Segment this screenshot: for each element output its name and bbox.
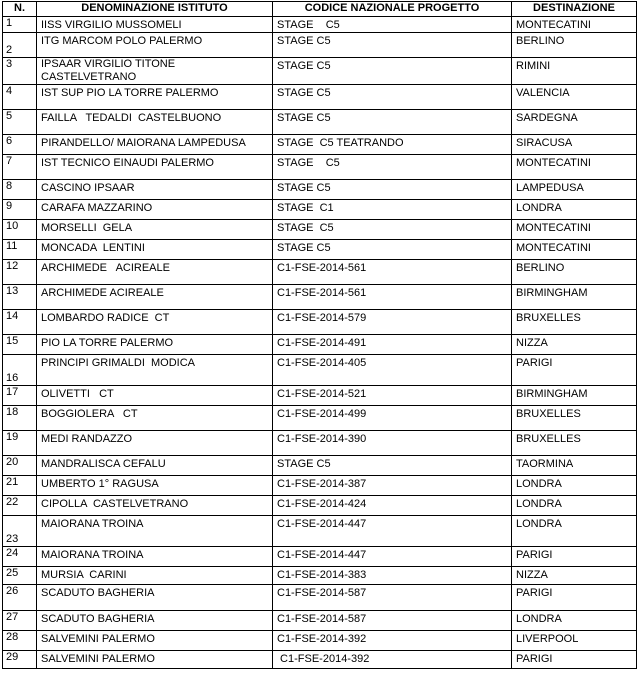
codice-cell: C1-FSE-2014-521 <box>273 386 512 406</box>
codice-cell: C1-FSE-2014-499 <box>273 406 512 431</box>
row-number: 26 <box>3 585 37 611</box>
table-row <box>3 310 637 335</box>
codice-cell: STAGE C5 <box>273 33 512 58</box>
table-row <box>3 456 637 476</box>
istituto-cell: MURSIA CARINI <box>37 567 273 585</box>
destinazione-cell: BERLINO <box>512 33 637 58</box>
istituto-cell: LOMBARDO RADICE CT <box>37 310 273 335</box>
row-number: 29 <box>3 651 37 669</box>
destinazione-cell: MONTECATINI <box>512 240 637 260</box>
codice-cell: C1-FSE-2014-387 <box>273 476 512 496</box>
codice-cell: STAGE C1 <box>273 200 512 220</box>
istituto-cell: OLIVETTI CT <box>37 386 273 406</box>
row-number: 20 <box>3 456 37 476</box>
istituto-cell: ARCHIMEDE ACIREALE <box>37 260 273 285</box>
row-number: 10 <box>3 220 37 240</box>
table-row <box>3 180 637 200</box>
header-destinazione: DESTINAZIONE <box>512 2 637 17</box>
istituto-cell: BOGGIOLERA CT <box>37 406 273 431</box>
table-row <box>3 496 637 516</box>
row-number: 5 <box>3 110 37 135</box>
row-number: 28 <box>3 631 37 651</box>
istituto-cell: SCADUTO BAGHERIA <box>37 611 273 631</box>
row-number: 8 <box>3 180 37 200</box>
destinazione-cell: MONTECATINI <box>512 155 637 180</box>
row-number: 27 <box>3 611 37 631</box>
destinazione-cell: LONDRA <box>512 496 637 516</box>
row-number: 2 <box>3 33 37 58</box>
destinazione-cell: MONTECATINI <box>512 220 637 240</box>
istituto-cell: PIRANDELLO/ MAIORANA LAMPEDUSA <box>37 135 273 155</box>
table-row <box>3 285 637 310</box>
codice-cell: C1-FSE-2014-405 <box>273 355 512 386</box>
codice-cell: C1-FSE-2014-491 <box>273 335 512 355</box>
row-number: 22 <box>3 496 37 516</box>
istituto-cell: SALVEMINI PALERMO <box>37 631 273 651</box>
istituto-cell: SALVEMINI PALERMO <box>37 651 273 669</box>
table-row <box>3 585 637 611</box>
row-number: 9 <box>3 200 37 220</box>
istituto-cell: CARAFA MAZZARINO <box>37 200 273 220</box>
header-n: N. <box>3 2 37 17</box>
istituto-cell: UMBERTO 1° RAGUSA <box>37 476 273 496</box>
destinazione-cell: LIVERPOOL <box>512 631 637 651</box>
row-number: 19 <box>3 431 37 456</box>
codice-cell: C1-FSE-2014-390 <box>273 431 512 456</box>
codice-cell: C1-FSE-2014-447 <box>273 516 512 547</box>
table-row <box>3 547 637 567</box>
destinazione-cell: PARIGI <box>512 585 637 611</box>
codice-cell: STAGE C5 <box>273 58 512 85</box>
table-row <box>3 355 637 386</box>
istituto-cell: MAIORANA TROINA <box>37 516 273 547</box>
destinazione-cell: PARIGI <box>512 547 637 567</box>
table-row <box>3 476 637 496</box>
istituto-cell: MONCADA LENTINI <box>37 240 273 260</box>
codice-cell: STAGE C5 <box>273 180 512 200</box>
istituto-cell: PIO LA TORRE PALERMO <box>37 335 273 355</box>
codice-cell: C1-FSE-2014-561 <box>273 285 512 310</box>
table-row <box>3 58 637 85</box>
table-row <box>3 33 637 58</box>
codice-cell: C1-FSE-2014-447 <box>273 547 512 567</box>
istituto-cell: IST SUP PIO LA TORRE PALERMO <box>37 85 273 110</box>
destinazione-cell: NIZZA <box>512 335 637 355</box>
header-istituto: DENOMINAZIONE ISTITUTO <box>37 2 273 17</box>
codice-cell: STAGE C5 <box>273 240 512 260</box>
destinazione-cell: SIRACUSA <box>512 135 637 155</box>
row-number: 6 <box>3 135 37 155</box>
codice-cell: STAGE C5 <box>273 155 512 180</box>
row-number: 17 <box>3 386 37 406</box>
row-number: 15 <box>3 335 37 355</box>
codice-cell: C1-FSE-2014-561 <box>273 260 512 285</box>
table-row <box>3 631 637 651</box>
codice-cell: STAGE C5 <box>273 17 512 33</box>
destinazione-cell: LONDRA <box>512 611 637 631</box>
destinazione-cell: PARIGI <box>512 355 637 386</box>
codice-cell: STAGE C5 <box>273 110 512 135</box>
table-row <box>3 17 637 33</box>
destinazione-cell: BIRMINGHAM <box>512 285 637 310</box>
istituto-cell: SCADUTO BAGHERIA <box>37 585 273 611</box>
row-number: 16 <box>3 355 37 386</box>
header-codice: CODICE NAZIONALE PROGETTO <box>273 2 512 17</box>
istituto-cell: MEDI RANDAZZO <box>37 431 273 456</box>
codice-cell: STAGE C5 <box>273 220 512 240</box>
table-row <box>3 85 637 110</box>
istituto-cell: ITG MARCOM POLO PALERMO <box>37 33 273 58</box>
row-number: 23 <box>3 516 37 547</box>
row-number: 1 <box>3 17 37 33</box>
destinazione-cell: VALENCIA <box>512 85 637 110</box>
destinazione-cell: TAORMINA <box>512 456 637 476</box>
table-row <box>3 135 637 155</box>
table-row <box>3 611 637 631</box>
istituto-cell: IPSAAR VIRGILIO TITONE CASTELVETRANO <box>37 58 273 85</box>
table-row <box>3 516 637 547</box>
destinazione-cell: BRUXELLES <box>512 406 637 431</box>
row-number: 14 <box>3 310 37 335</box>
codice-cell: STAGE C5 <box>273 85 512 110</box>
table-row <box>3 335 637 355</box>
row-number: 24 <box>3 547 37 567</box>
istituto-cell: ARCHIMEDE ACIREALE <box>37 285 273 310</box>
istituto-cell: IST TECNICO EINAUDI PALERMO <box>37 155 273 180</box>
destinazione-cell: BIRMINGHAM <box>512 386 637 406</box>
row-number: 25 <box>3 567 37 585</box>
istituto-cell: CIPOLLA CASTELVETRANO <box>37 496 273 516</box>
table-row <box>3 567 637 585</box>
row-number: 13 <box>3 285 37 310</box>
table-row <box>3 431 637 456</box>
istituto-cell: CASCINO IPSAAR <box>37 180 273 200</box>
table-row <box>3 155 637 180</box>
codice-cell: C1-FSE-2014-392 <box>273 651 512 669</box>
table-row <box>3 200 637 220</box>
istituto-cell: MANDRALISCA CEFALU <box>37 456 273 476</box>
table-row <box>3 651 637 669</box>
row-number: 21 <box>3 476 37 496</box>
header-row <box>3 2 637 17</box>
table-row <box>3 260 637 285</box>
istituto-cell: IISS VIRGILIO MUSSOMELI <box>37 17 273 33</box>
destinazione-cell: LONDRA <box>512 516 637 547</box>
destinazione-cell: BRUXELLES <box>512 310 637 335</box>
row-number: 4 <box>3 85 37 110</box>
destinazione-cell: BERLINO <box>512 260 637 285</box>
row-number: 7 <box>3 155 37 180</box>
destinazione-cell: LONDRA <box>512 476 637 496</box>
codice-cell: STAGE C5 <box>273 456 512 476</box>
destinazione-cell: LONDRA <box>512 200 637 220</box>
istituto-cell: FAILLA TEDALDI CASTELBUONO <box>37 110 273 135</box>
destinazione-cell: MONTECATINI <box>512 17 637 33</box>
codice-cell: C1-FSE-2014-579 <box>273 310 512 335</box>
codice-cell: C1-FSE-2014-392 <box>273 631 512 651</box>
destinazione-cell: PARIGI <box>512 651 637 669</box>
codice-cell: C1-FSE-2014-383 <box>273 567 512 585</box>
destinazione-cell: RIMINI <box>512 58 637 85</box>
table-body <box>3 17 637 669</box>
istituto-cell: MORSELLI GELA <box>37 220 273 240</box>
destinazione-cell: SARDEGNA <box>512 110 637 135</box>
table-row <box>3 406 637 431</box>
table-row <box>3 386 637 406</box>
stage-table <box>2 1 637 669</box>
istituto-cell: MAIORANA TROINA <box>37 547 273 567</box>
codice-cell: C1-FSE-2014-587 <box>273 611 512 631</box>
table-row <box>3 110 637 135</box>
destinazione-cell: NIZZA <box>512 567 637 585</box>
row-number: 11 <box>3 240 37 260</box>
istituto-cell: PRINCIPI GRIMALDI MODICA <box>37 355 273 386</box>
row-number: 18 <box>3 406 37 431</box>
destinazione-cell: LAMPEDUSA <box>512 180 637 200</box>
row-number: 3 <box>3 58 37 85</box>
table-row <box>3 220 637 240</box>
codice-cell: C1-FSE-2014-587 <box>273 585 512 611</box>
row-number: 12 <box>3 260 37 285</box>
destinazione-cell: BRUXELLES <box>512 431 637 456</box>
table-row <box>3 240 637 260</box>
codice-cell: C1-FSE-2014-424 <box>273 496 512 516</box>
codice-cell: STAGE C5 TEATRANDO <box>273 135 512 155</box>
